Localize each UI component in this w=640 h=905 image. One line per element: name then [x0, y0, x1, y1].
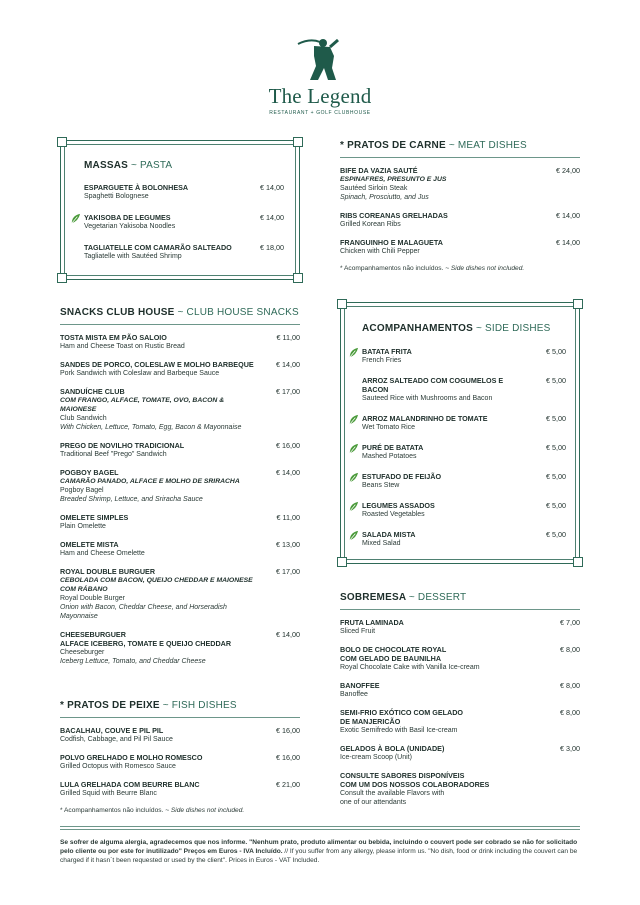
acompanhamentos-section [362, 323, 566, 559]
menu-item: ARROZ MALANDRINHO DE TOMATE Wet Tomato Rice € 5,00 [362, 414, 566, 432]
menu-item: RIBS COREANAS GRELHADAS Grilled Korean Ribs € 14,00 [340, 211, 580, 228]
menu-item: FRUTA LAMINADA Sliced Fruit € 7,00 [340, 618, 580, 635]
section-title: * PRATOS DE CARNE ~ MEAT DISHES [340, 140, 527, 151]
menu-item: BIFE DA VAZIA SAUTÉ ESPINAFRES, PRESUNTO E JUS Sautéed Sirloin Steak Spinach, Prosciutto, and Jus € 24,00 [340, 166, 580, 201]
menu-item: SALADA MISTA Mixed Salad € 5,00 [362, 530, 566, 548]
menu-item: PREGO DE NOVILHO TRADICIONAL Traditional Beef "Prego" Sandwich € 16,00 [60, 441, 300, 458]
menu-item: FRANGUINHO E MALAGUETA Chicken with Chili Pepper € 14,00 [340, 238, 580, 255]
menu-item: BATATA FRITA French Fries € 5,00 [362, 347, 566, 365]
vegetarian-leaf-icon [348, 414, 359, 425]
section-title: * PRATOS DE PEIXE ~ FISH DISHES [60, 700, 237, 711]
menu-item: BANOFFEE Banoffee € 8,00 [340, 681, 580, 698]
peixe-section [60, 700, 300, 814]
menu-item: SANDUÍCHE CLUB COM FRANGO, ALFACE, TOMATE, OVO, BACON & MAIONESE Club Sandwich With Chicken, Lettuce, Tomato, Egg, Bacon & Mayonnaise € 17,00 [60, 387, 300, 431]
menu-item: BOLO DE CHOCOLATE ROYAL COM GELADO DE BAUNILHA Royal Chocolate Cake with Vanilla Ice-cream € 8,00 [340, 645, 580, 671]
menu-item: TAGLIATELLE COM CAMARÃO SALTEADO Tagliatelle with Sautéed Shrimp € 18,00 [84, 243, 284, 260]
vegetarian-leaf-icon [348, 347, 359, 358]
section-title: MASSAS ~ PASTA [84, 160, 173, 171]
brand-logo [0, 34, 640, 116]
section-title: SOBREMESA ~ DESSERT [340, 592, 467, 603]
carne-section [340, 140, 580, 272]
menu-item: LEGUMES ASSADOS Roasted Vegetables € 5,00 [362, 501, 566, 519]
vegetarian-leaf-icon [348, 501, 359, 512]
golfer-icon [290, 34, 350, 82]
allergy-disclaimer: Se sofrer de alguma alergia, agradecemos que nos informe. "Nenhum prato, produto alimentar ou bebida, incluindo o couvert pode ser cobrado se não for solicitado pelo cliente ou por este for inutilizado" Preços em Euros - IVA Incluído. // If you suffer from any allergy, please inform us. "No dish, food or drink including the couvert can be charged if it hasn´t been requested or used by the client". Prices in Euros - VAT Included. [60, 826, 580, 865]
massas-section [84, 160, 284, 270]
section-title: SNACKS CLUB HOUSE ~ CLUB HOUSE SNACKS [60, 307, 299, 318]
menu-item: ARROZ SALTEADO COM COGUMELOS E BACON Sauteed Rice with Mushrooms and Bacon € 5,00 [362, 376, 566, 402]
menu-item: PURÉ DE BATATA Mashed Potatoes € 5,00 [362, 443, 566, 461]
menu-item: BACALHAU, COUVE E PIL PIL Codfish, Cabbage, and Pil Pil Sauce € 16,00 [60, 726, 300, 743]
menu-item: OMELETE MISTA Ham and Cheese Omelette € 13,00 [60, 540, 300, 557]
menu-item: YAKISOBA DE LEGUMES Vegetarian Yakisoba Noodles € 14,00 [84, 213, 284, 231]
menu-item: CHEESEBURGUER ALFACE ICEBERG, TOMATE E QUEIJO CHEDDAR Cheeseburger Iceberg Lettuce, Tomato, and Cheddar Cheese € 14,00 [60, 630, 300, 665]
sobremesa-section [340, 592, 580, 816]
menu-item: POLVO GRELHADO E MOLHO ROMESCO Grilled Octopus with Romesco Sauce € 16,00 [60, 753, 300, 770]
menu-item: TOSTA MISTA EM PÃO SALOIO Ham and Cheese Toast on Rustic Bread € 11,00 [60, 333, 300, 350]
brand-subtitle: RESTAURANT + GOLF CLUBHOUSE [269, 110, 371, 116]
menu-item: OMELETE SIMPLES Plain Omelette € 11,00 [60, 513, 300, 530]
snacks-section [60, 307, 300, 675]
vegetarian-leaf-icon [348, 443, 359, 454]
menu-item: SEMI-FRIO EXÓTICO COM GELADO DE MANJERICÃO Exotic Semifredo with Basil Ice-cream € 8,00 [340, 708, 580, 734]
menu-item: ESTUFADO DE FEIJÃO Beans Stew € 5,00 [362, 472, 566, 490]
brand-name: The Legend [268, 84, 372, 108]
menu-item: POGBOY BAGEL CAMARÃO PANADO, ALFACE E MOLHO DE SRIRACHA Pogboy Bagel Breaded Shrimp, Lettuce, and Sriracha Sauce € 14,00 [60, 468, 300, 503]
vegetarian-leaf-icon [348, 472, 359, 483]
menu-item: CONSULTE SABORES DISPONÍVEIS COM UM DOS NOSSOS COLABORADORES Consult the available Flavors with one of our attendants [340, 771, 490, 806]
menu-item: LULA GRELHADA COM BEURRE BLANC Grilled Squid with Beurre Blanc € 21,00 [60, 780, 300, 797]
side-dishes-note: * Acompanhamentos não incluídos. ~ Side dishes not included. [340, 265, 525, 272]
section-title: ACOMPANHAMENTOS ~ SIDE DISHES [362, 323, 551, 334]
menu-item: ESPARGUETE À BOLONHESA Spaghetti Bolognese € 14,00 [84, 183, 284, 200]
side-dishes-note: * Acompanhamentos não incluídos. ~ Side dishes not included. [60, 807, 245, 814]
menu-item: GELADOS À BOLA (UNIDADE) Ice-cream Scoop (Unit) € 3,00 [340, 744, 580, 761]
menu-item: SANDES DE PORCO, COLESLAW E MOLHO BARBEQUE Pork Sandwich with Coleslaw and Barbeque Sauce € 14,00 [60, 360, 300, 377]
vegetarian-leaf-icon [70, 213, 81, 224]
menu-item: ROYAL DOUBLE BURGUER CEBOLADA COM BACON, QUEIJO CHEDDAR E MAIONESE COM RÁBANO Royal Double Burger Onion with Bacon, Cheddar Cheese, and Horseradish Mayonnaise € 17,00 [60, 567, 300, 620]
vegetarian-leaf-icon [348, 530, 359, 541]
